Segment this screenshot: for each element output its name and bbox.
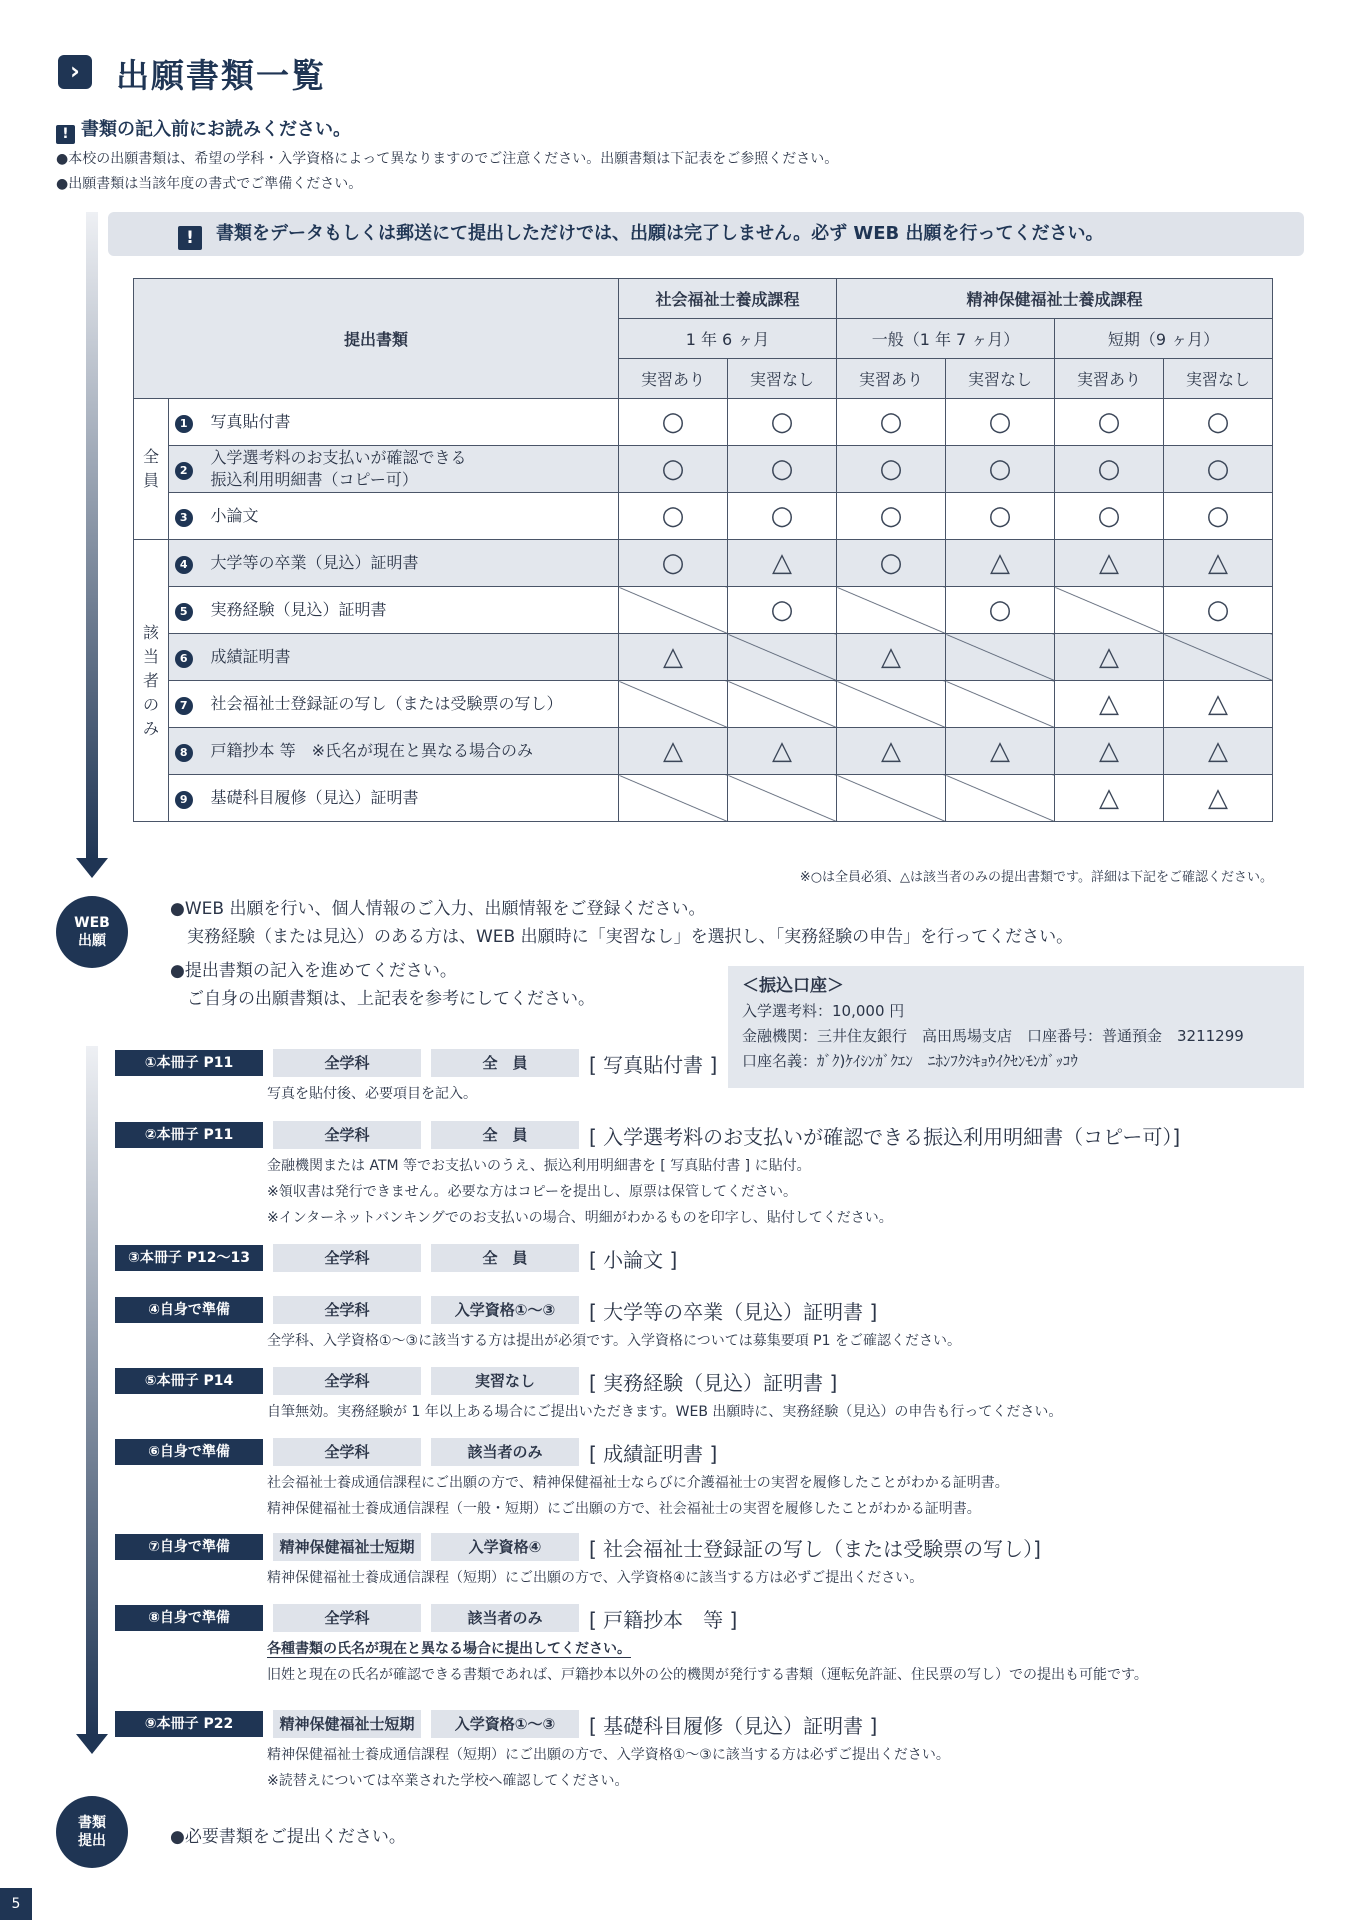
required-mark: ○ — [728, 446, 837, 493]
step-department: 精神保健福祉士短期 — [273, 1710, 421, 1738]
number-circle-icon: 9 — [175, 791, 193, 809]
step-item — [115, 1049, 1315, 1107]
conditional-mark: △ — [1055, 728, 1164, 775]
step-title: [ 実務経験（見込）証明書 ] — [589, 1370, 838, 1395]
bank-title: ＜振込口座＞ — [742, 976, 844, 996]
not-applicable-cell — [1164, 634, 1273, 681]
step-title: [ 成績証明書 ] — [589, 1441, 718, 1466]
step-eligibility: 入学資格①〜③ — [431, 1710, 579, 1738]
required-mark: ○ — [1164, 446, 1273, 493]
step-label: ②本冊子 P11 — [115, 1122, 263, 1148]
required-mark: ○ — [1164, 399, 1273, 446]
row-number — [169, 399, 199, 446]
conditional-mark: △ — [1164, 540, 1273, 587]
not-applicable-cell — [619, 681, 728, 728]
table-row — [134, 634, 1273, 681]
step-label: ③本冊子 P12〜13 — [115, 1245, 263, 1271]
step-department: 全学科 — [273, 1244, 421, 1272]
table-row — [134, 446, 1273, 493]
required-mark: ○ — [837, 493, 946, 540]
step-item — [115, 1604, 1315, 1688]
web-required-banner — [108, 212, 1304, 256]
step-description-line: 旧姓と現在の氏名が確認できる書類であれば、戸籍抄本以外の公的機関が発行する書類（運転免許証、住民票の写し）での提出も可能です。 — [267, 1667, 1148, 1683]
number-circle-icon: 8 — [175, 744, 193, 762]
final-instruction: ●必要書類をご提出ください。 — [170, 1827, 406, 1847]
step-description — [267, 1636, 1315, 1688]
doc-header: 提出書類 — [134, 279, 619, 399]
group-all: 全 員 — [134, 399, 169, 540]
step-department: 全学科 — [273, 1296, 421, 1324]
required-mark: ○ — [619, 446, 728, 493]
step-label: ⑨本冊子 P22 — [115, 1711, 263, 1737]
step-description-line: 金融機関または ATM 等でお支払いのうえ、振込利用明細書を [ 写真貼付書 ] に貼付。 — [267, 1158, 811, 1174]
conditional-mark: △ — [619, 634, 728, 681]
flow-line — [86, 212, 98, 860]
row-number — [169, 634, 199, 681]
with-practicum-header: 実習あり — [837, 359, 946, 399]
step-eligibility: 入学資格①〜③ — [431, 1296, 579, 1324]
conditional-mark: △ — [1055, 540, 1164, 587]
bank-fee: 入学選考料：10,000 円 — [742, 1002, 905, 1020]
step-department: 全学科 — [273, 1121, 421, 1149]
step-item — [115, 1710, 1315, 1794]
step-description-line: 精神保健福祉士養成通信課程（短期）にご出願の方で、入学資格④に該当する方は必ずご提出ください。 — [267, 1570, 924, 1586]
row-number — [169, 540, 199, 587]
step-description-line: 自筆無効。実務経験が 1 年以上ある場合にご提出いただきます。WEB 出願時に、実務経験（見込）の申告も行ってください。 — [267, 1404, 1063, 1420]
number-circle-icon: 1 — [175, 415, 193, 433]
step-label: ⑦自身で準備 — [115, 1534, 263, 1560]
web-line-3: ●提出書類の記入を進めてください。 — [170, 961, 457, 981]
course2-header: 精神保健福祉士養成課程 — [837, 279, 1273, 319]
exclamation-icon: ! — [56, 125, 75, 144]
not-applicable-cell — [728, 634, 837, 681]
with-practicum-header: 実習あり — [1055, 359, 1164, 399]
step-eligibility: 該当者のみ — [431, 1604, 579, 1632]
page-number: 5 — [0, 1888, 32, 1920]
not-applicable-cell — [946, 681, 1055, 728]
not-applicable-cell — [837, 775, 946, 822]
read-heading-text: 書類の記入前にお読みください。 — [81, 119, 351, 140]
banner-text: 書類をデータもしくは郵送にて提出しただけでは、出願は完了しません。必ず WEB 出願を行ってください。 — [216, 223, 1104, 244]
required-mark: ○ — [946, 446, 1055, 493]
required-mark: ○ — [619, 493, 728, 540]
row-number — [169, 493, 199, 540]
read-before-heading — [56, 115, 351, 144]
step-description-line: 精神保健福祉士養成通信課程（短期）にご出願の方で、入学資格①〜③に該当する方は必ずご提出ください。 — [267, 1747, 950, 1763]
document-name: 成績証明書 — [199, 634, 619, 681]
required-mark: ○ — [728, 399, 837, 446]
step-eligibility: 全 員 — [431, 1244, 579, 1272]
step-description — [267, 1399, 1315, 1425]
step-eligibility: 全 員 — [431, 1121, 579, 1149]
step-description-line: 社会福祉士養成通信課程にご出願の方で、精神保健福祉士ならびに介護福祉士の実習を履修したことがわかる証明書。 — [267, 1475, 1009, 1491]
document-name: 戸籍抄本 等 ※氏名が現在と異なる場合のみ — [199, 728, 619, 775]
step-department: 全学科 — [273, 1367, 421, 1395]
step-title: [ 基礎科目履修（見込）証明書 ] — [589, 1713, 878, 1738]
step-label: ④自身で準備 — [115, 1297, 263, 1323]
row-number — [169, 775, 199, 822]
conditional-mark: △ — [728, 728, 837, 775]
step-department: 全学科 — [273, 1049, 421, 1077]
required-mark: ○ — [1055, 493, 1164, 540]
not-applicable-cell — [837, 681, 946, 728]
conditional-mark: △ — [1164, 681, 1273, 728]
period1-header: 1 年 6 ヶ月 — [619, 319, 837, 359]
row-number — [169, 681, 199, 728]
not-applicable-cell — [619, 587, 728, 634]
required-mark: ○ — [1164, 587, 1273, 634]
step-title: [ 戸籍抄本 等 ] — [589, 1607, 738, 1632]
step-description-line: ※読替えについては卒業された学校へ確認してください。 — [267, 1773, 629, 1789]
conditional-mark: △ — [1055, 634, 1164, 681]
submit-badge: 書類 提出 — [56, 1796, 128, 1868]
not-applicable-cell — [946, 775, 1055, 822]
number-circle-icon: 3 — [175, 509, 193, 527]
required-mark: ○ — [619, 540, 728, 587]
web-line-1: ●WEB 出願を行い、個人情報のご入力、出願情報をご登録ください。 — [170, 899, 706, 919]
conditional-mark: △ — [728, 540, 837, 587]
step-department: 精神保健福祉士短期 — [273, 1533, 421, 1561]
with-practicum-header: 実習あり — [619, 359, 728, 399]
table-row — [134, 493, 1273, 540]
exclamation-icon: ! — [178, 226, 202, 250]
number-circle-icon: 5 — [175, 603, 193, 621]
not-applicable-cell — [728, 775, 837, 822]
conditional-mark: △ — [619, 728, 728, 775]
required-mark: ○ — [1055, 446, 1164, 493]
step-item — [115, 1121, 1315, 1231]
web-line-2: 実務経験（または見込）のある方は、WEB 出願時に「実習なし」を選択し、「実務経験の申告」を行ってください。 — [170, 927, 1074, 947]
table-row — [134, 775, 1273, 822]
conditional-mark: △ — [1055, 681, 1164, 728]
not-applicable-cell — [1055, 587, 1164, 634]
document-name: 写真貼付書 — [199, 399, 619, 446]
chevron-right-icon: › — [58, 55, 92, 89]
note-2: ●出願書類は当該年度の書式でご準備ください。 — [56, 176, 363, 192]
step-title: [ 社会福祉士登録証の写し（または受験票の写し）] — [589, 1536, 1041, 1561]
flow-line — [86, 1046, 98, 1736]
table-row — [134, 681, 1273, 728]
number-circle-icon: 4 — [175, 556, 193, 574]
step-description — [267, 1328, 1315, 1354]
document-name: 実務経験（見込）証明書 — [199, 587, 619, 634]
step-description-line: ※領収書は発行できません。必要な方はコピーを提出し、原票は保管してください。 — [267, 1184, 798, 1200]
row-number — [169, 587, 199, 634]
required-mark: ○ — [837, 540, 946, 587]
step-eligibility: 入学資格④ — [431, 1533, 579, 1561]
period3-header: 短期（9 ヶ月） — [1055, 319, 1273, 359]
step-eligibility: 全 員 — [431, 1049, 579, 1077]
bank-account-name: 口座名義：ｶﾞｸ)ｹｲｼﾝｶﾞｸｴﾝ ﾆﾎﾝﾌｸｼｷｮｳｲｸｾﾝﾓﾝｶﾞｯｺｳ — [742, 1052, 1078, 1070]
step-description-line: ※インターネットバンキングでのお支払いの場合、明細がわかるものを印字し、貼付してください。 — [267, 1210, 893, 1226]
conditional-mark: △ — [946, 540, 1055, 587]
step-item — [115, 1367, 1315, 1425]
not-applicable-cell — [837, 587, 946, 634]
required-mark: ○ — [946, 587, 1055, 634]
step-title: [ 大学等の卒業（見込）証明書 ] — [589, 1299, 878, 1324]
step-title: [ 写真貼付書 ] — [589, 1052, 718, 1077]
required-mark: ○ — [946, 493, 1055, 540]
page-title: 出願書類一覧 — [116, 56, 326, 95]
note-1: ●本校の出願書類は、希望の学科・入学資格によって異なりますのでご注意ください。出願書類は下記表をご参照ください。 — [56, 151, 839, 167]
table-row — [134, 399, 1273, 446]
step-item — [115, 1533, 1315, 1591]
step-title: [ 入学選考料のお支払いが確認できる振込利用明細書（コピー可）] — [589, 1124, 1181, 1149]
required-mark: ○ — [1055, 399, 1164, 446]
not-applicable-cell — [728, 681, 837, 728]
not-applicable-cell — [619, 775, 728, 822]
step-item — [115, 1244, 1315, 1272]
period2-header: 一般（1 年 7 ヶ月） — [837, 319, 1055, 359]
document-name: 社会福祉士登録証の写し（または受験票の写し） — [199, 681, 619, 728]
required-mark: ○ — [1164, 493, 1273, 540]
conditional-mark: △ — [837, 634, 946, 681]
step-description-line: 写真を貼付後、必要項目を記入。 — [267, 1086, 477, 1102]
step-description-line: 精神保健福祉士養成通信課程（一般・短期）にご出願の方で、社会福祉士の実習を履修したことがわかる証明書。 — [267, 1501, 981, 1517]
step-description — [267, 1470, 1315, 1522]
required-mark: ○ — [837, 399, 946, 446]
step-label: ⑥自身で準備 — [115, 1439, 263, 1465]
web-line-4: ご自身の出願書類は、上記表を参考にしてください。 — [170, 989, 595, 1009]
course1-header: 社会福祉士養成課程 — [619, 279, 837, 319]
without-practicum-header: 実習なし — [728, 359, 837, 399]
step-emphasis: 各種書類の氏名が現在と異なる場合に提出してください。 — [267, 1641, 631, 1657]
step-description-line: 全学科、入学資格①〜③に該当する方は提出が必須です。入学資格については募集要項 P1 をご確認ください。 — [267, 1333, 961, 1349]
number-circle-icon: 7 — [175, 697, 193, 715]
required-mark: ○ — [946, 399, 1055, 446]
document-name: 入学選考料のお支払いが確認できる 振込利用明細書（コピー可） — [199, 446, 619, 493]
bank-institution: 金融機関：三井住友銀行 高田馬場支店 口座番号：普通預金 3211299 — [742, 1027, 1244, 1045]
table-row — [134, 540, 1273, 587]
step-item — [115, 1296, 1315, 1354]
web-badge: WEB 出願 — [56, 896, 128, 968]
arrow-down-icon — [76, 858, 108, 878]
document-name: 基礎科目履修（見込）証明書 — [199, 775, 619, 822]
step-description — [267, 1742, 1315, 1794]
number-circle-icon: 2 — [175, 462, 193, 480]
without-practicum-header: 実習なし — [946, 359, 1055, 399]
step-label: ⑧自身で準備 — [115, 1605, 263, 1631]
step-label: ①本冊子 P11 — [115, 1050, 263, 1076]
number-circle-icon: 6 — [175, 650, 193, 668]
without-practicum-header: 実習なし — [1164, 359, 1273, 399]
step-item — [115, 1438, 1315, 1522]
row-number — [169, 446, 199, 493]
not-applicable-cell — [946, 634, 1055, 681]
step-label: ⑤本冊子 P14 — [115, 1368, 263, 1394]
required-mark: ○ — [728, 493, 837, 540]
required-mark: ○ — [728, 587, 837, 634]
table-footnote: ※○は全員必須、△は該当者のみの提出書類です。詳細は下記をご確認ください。 — [799, 870, 1273, 885]
row-number — [169, 728, 199, 775]
step-description — [267, 1153, 1315, 1231]
table-row — [134, 587, 1273, 634]
conditional-mark: △ — [1164, 775, 1273, 822]
conditional-mark: △ — [837, 728, 946, 775]
document-name: 大学等の卒業（見込）証明書 — [199, 540, 619, 587]
required-mark: ○ — [619, 399, 728, 446]
table-row — [134, 728, 1273, 775]
required-mark: ○ — [837, 446, 946, 493]
conditional-mark: △ — [946, 728, 1055, 775]
documents-table — [133, 278, 1273, 822]
step-description — [267, 1565, 1315, 1591]
arrow-down-icon — [76, 1734, 108, 1754]
group-applicable: 該 当 者 の み — [134, 540, 169, 822]
document-name: 小論文 — [199, 493, 619, 540]
step-eligibility: 実習なし — [431, 1367, 579, 1395]
conditional-mark: △ — [1055, 775, 1164, 822]
step-department: 全学科 — [273, 1438, 421, 1466]
conditional-mark: △ — [1164, 728, 1273, 775]
step-department: 全学科 — [273, 1604, 421, 1632]
step-description — [267, 1081, 1315, 1107]
step-title: [ 小論文 ] — [589, 1247, 678, 1272]
step-eligibility: 該当者のみ — [431, 1438, 579, 1466]
